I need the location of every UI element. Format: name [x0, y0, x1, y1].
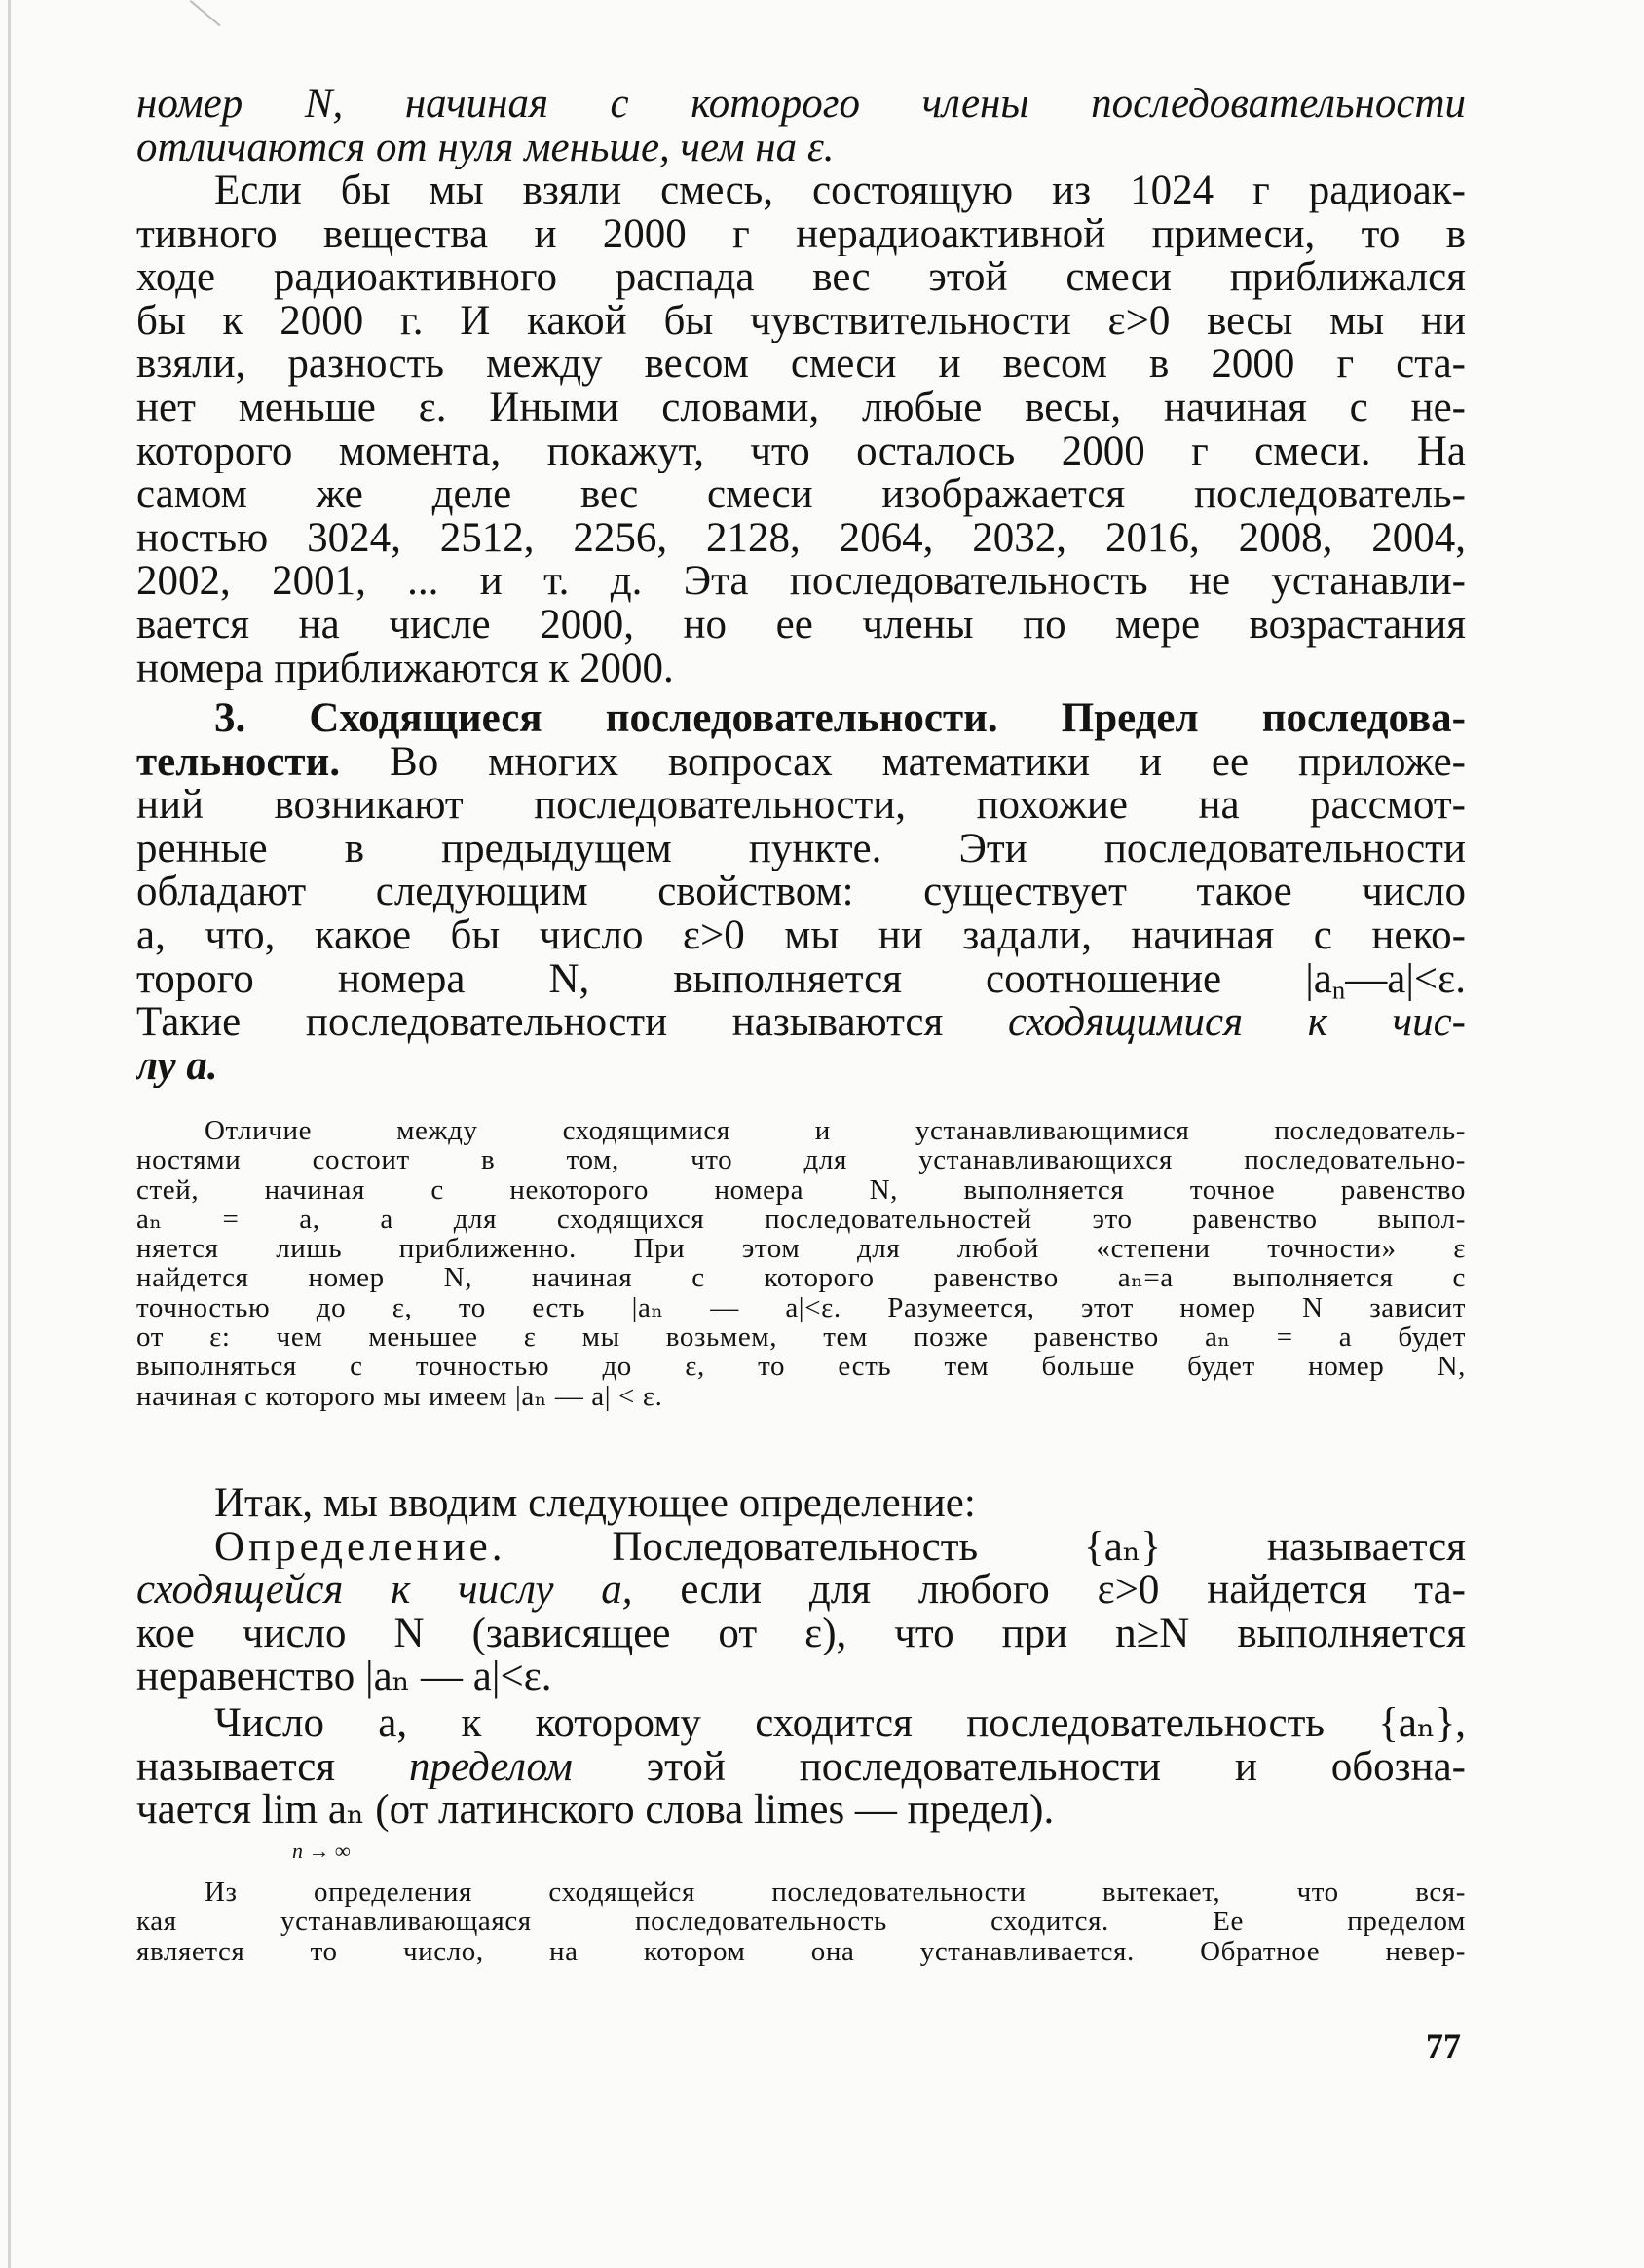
definition-line-rest: Последовательность {aₙ} называется — [505, 1525, 1466, 1570]
note-line: найдется номер N, начиная с которого равенство aₙ=a выполняется с — [136, 1263, 1466, 1293]
note-line: начиная с которого мы имеем |aₙ — a| < ε. — [136, 1381, 663, 1411]
term-limit: пределом — [408, 1745, 573, 1790]
top-fragment-line: номер N, начиная с которого члены последовательности — [136, 83, 1466, 127]
section-heading: 3. Сходящиеся последовательности. Предел последова- — [214, 697, 1466, 741]
section-line: a, что, какое бы число ε>0 мы ни задали, начиная с неко- — [136, 913, 1466, 958]
note-line: выполняться с точностью до ε, то есть тем больше будет номер N, — [136, 1352, 1466, 1382]
section-line: обладают следующим свойством: существует такое число — [136, 871, 1466, 914]
paragraph-line: самом же деле вес смеси изображается последователь- — [136, 473, 1466, 517]
bottom-note — [136, 1878, 1466, 1966]
limit-line: Число a, к которому сходится последовательность {aₙ}, — [214, 1702, 1466, 1746]
limit-line — [136, 1746, 1466, 1790]
paragraph-line: бы к 2000 г. И какой бы чувствительности ε>0 весы мы ни — [136, 299, 1466, 344]
section-heading-cont: тельности. — [136, 740, 341, 785]
such-text: Такие последовательности называются — [136, 1001, 1008, 1045]
scan-mark — [190, 0, 221, 26]
definition-line: кое число N (зависящее от ε), что при n≥N выполняется — [136, 1612, 1466, 1656]
paragraph-line: нет меньше ε. Иными словами, любые весы, начиная с не- — [136, 386, 1466, 430]
lim-subscript: n → ∞ — [292, 1839, 351, 1863]
limit-line-a: называется — [136, 1745, 409, 1790]
page-number: 77 — [1426, 2026, 1461, 2065]
paragraph-line: взяли, разность между весом смеси и весом в 2000 г ста- — [136, 343, 1466, 387]
definition-line-rest: если для любого ε>0 найдется та- — [632, 1569, 1466, 1613]
definition-line: неравенство |aₙ — a|<ε. — [136, 1655, 552, 1699]
relation-text: торого номера N, выполняется соотношение |a — [136, 957, 1332, 1002]
bottom-note-line: Из определения сходящейся последовательности вытекает, что вся- — [205, 1878, 1466, 1908]
section-3 — [136, 697, 1466, 1088]
top-fragment — [136, 83, 1466, 169]
section-line: лу a. — [136, 1044, 218, 1089]
section-line-rest: Во многих вопросах математики и ее приложе- — [340, 740, 1466, 785]
paragraph-line: 2002, 2001, ... и т. д. Эта последовательность не устанавли- — [136, 560, 1466, 604]
section-line — [136, 958, 1466, 1002]
relation-end: —a|<ε. — [1345, 957, 1466, 1002]
section-line: ний возникают последовательности, похожие на рассмот- — [136, 784, 1466, 828]
note-line: aₙ = a, а для сходящихся последовательностей это равенство выпол- — [136, 1204, 1466, 1235]
bottom-note-line: кая устанавливающаяся последовательность сходится. Ее пределом — [136, 1907, 1466, 1937]
definition-word: Определение. — [214, 1525, 506, 1570]
relation-sub: n — [1331, 975, 1346, 1002]
section-line — [136, 1001, 1466, 1045]
definition-line — [136, 1569, 1466, 1613]
paragraph-line: которого момента, покажут, что осталось 2000 г смеси. На — [136, 429, 1466, 474]
section-line — [136, 741, 1466, 785]
definition-block — [136, 1482, 1466, 1699]
paragraph-line: ностью 3024, 2512, 2256, 2128, 2064, 2032, 2016, 2008, 2004, — [136, 516, 1466, 561]
limit-line-b: этой последовательности и обозна- — [572, 1745, 1466, 1790]
paragraph-line: ходе радиоактивного распада вес этой смеси приближался — [136, 256, 1466, 300]
term-convergent: сходящимися к чис- — [1007, 1001, 1466, 1045]
note-line: Отличие между сходящимися и устанавливающимися последователь- — [205, 1116, 1466, 1146]
scan-edge — [8, 0, 11, 2268]
small-note — [136, 1116, 1466, 1411]
definition-line — [136, 1526, 1466, 1570]
note-line: ностями состоит в том, что для устанавливающихся последовательно- — [136, 1145, 1466, 1175]
section-line: ренные в предыдущем пункте. Эти последовательности — [136, 827, 1466, 872]
paragraph-line: Если бы мы взяли смесь, состоящую из 1024 г радиоак- — [214, 169, 1466, 213]
note-line: стей, начиная с некоторого номера N, выполняется точное равенство — [136, 1174, 1466, 1205]
note-line: няется лишь приближенно. При этом для любой «степени точности» ε — [136, 1234, 1466, 1264]
note-line: от ε: чем меньшее ε мы возьмем, тем позже равенство aₙ = a будет — [136, 1322, 1466, 1353]
top-fragment-line: отличаются от нуля меньше, чем на ε. — [136, 126, 835, 170]
bottom-note-line: является то число, на котором она устанавливается. Обратное невер- — [136, 1936, 1466, 1966]
paragraph-line: номера приближаются к 2000. — [136, 647, 674, 691]
paragraph-line: вается на числе 2000, но ее члены по мере возрастания — [136, 603, 1466, 648]
paragraph-line: тивного вещества и 2000 г нерадиоактивной примеси, то в — [136, 212, 1466, 257]
definition-intro: Итак, мы вводим следующее определение: — [214, 1482, 976, 1526]
paragraph-mixture — [136, 169, 1466, 690]
limit-paragraph — [136, 1702, 1466, 1833]
limit-line: чается lim aₙ (от латинского слова limes — предел). — [136, 1789, 1055, 1833]
term-convergent-to: сходящейся к числу a, — [136, 1569, 633, 1613]
note-line: точностью до ε, то есть |aₙ — a|<ε. Разумеется, этот номер N зависит — [136, 1292, 1466, 1323]
